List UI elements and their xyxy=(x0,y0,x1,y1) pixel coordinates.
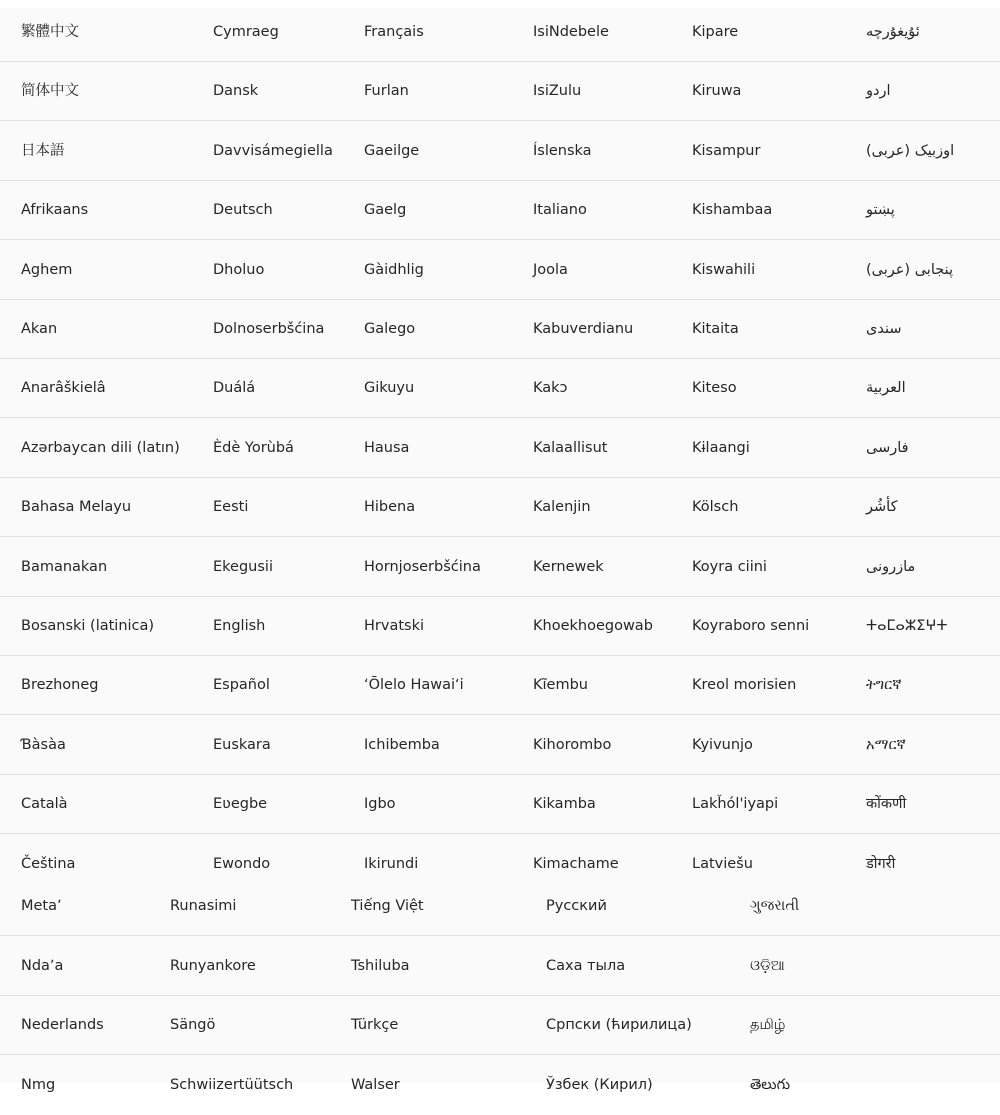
top-language-row xyxy=(0,419,1000,478)
top-language-row xyxy=(0,775,1000,834)
bottom-language-row xyxy=(0,937,1000,996)
language-option[interactable]: Kalenjin xyxy=(533,499,591,516)
language-option[interactable]: Русский xyxy=(546,898,607,914)
language-option[interactable]: Čeština xyxy=(21,855,76,872)
language-option[interactable]: Kisampur xyxy=(692,142,761,159)
language-option[interactable]: Afrikaans xyxy=(21,202,89,219)
language-option[interactable]: Brezhoneg xyxy=(21,677,99,694)
language-option[interactable]: Ўзбек (Кирил) xyxy=(546,1076,653,1093)
bottom-language-row xyxy=(0,1056,1000,1115)
language-option[interactable]: Walser xyxy=(351,1076,400,1093)
language-option[interactable]: Eesti xyxy=(213,499,249,516)
language-option[interactable]: Íslenska xyxy=(533,142,592,159)
language-option[interactable]: Kiswahili xyxy=(692,261,756,278)
language-option[interactable]: Anarâškielâ xyxy=(21,380,106,397)
language-option[interactable]: தமிழ் xyxy=(750,1017,786,1033)
language-option[interactable]: Dansk xyxy=(213,83,259,100)
top-language-row xyxy=(0,478,1000,537)
language-option[interactable]: Hausa xyxy=(364,439,410,456)
language-option[interactable]: Tshiluba xyxy=(351,957,410,974)
language-option[interactable]: Tiếng Việt xyxy=(351,898,424,914)
top-language-row xyxy=(0,538,1000,597)
language-option[interactable]: Akan xyxy=(21,321,58,337)
language-option[interactable]: Dholuo xyxy=(213,261,265,278)
language-option[interactable]: తెలుగు xyxy=(750,1076,791,1093)
language-option[interactable]: Kihorombo xyxy=(533,736,612,753)
language-option[interactable]: Aghem xyxy=(21,261,73,278)
language-option[interactable]: Lakȟól'iyapi xyxy=(692,796,779,813)
language-option[interactable]: Runyankore xyxy=(170,957,256,974)
language-option[interactable]: Kikamba xyxy=(533,796,596,813)
language-option[interactable]: ʻŌlelo Hawaiʻi xyxy=(364,677,464,694)
language-option[interactable]: Latviešu xyxy=(692,855,753,872)
language-option[interactable]: Sängö xyxy=(170,1017,216,1033)
language-option[interactable]: Kyivunjo xyxy=(692,736,753,753)
language-option[interactable]: Dolnoserbšćina xyxy=(213,321,325,337)
bottom-language-row xyxy=(0,996,1000,1055)
language-option[interactable]: Kreol morisien xyxy=(692,677,797,694)
language-option[interactable]: አማርኛ xyxy=(866,736,906,753)
language-option[interactable]: IsiZulu xyxy=(533,83,582,100)
language-option[interactable]: Hornjoserbšćina xyxy=(364,558,481,575)
language-option[interactable]: Bahasa Melayu xyxy=(21,499,132,516)
language-option[interactable]: डोगरी xyxy=(866,855,896,872)
language-option[interactable]: Español xyxy=(213,677,270,694)
language-option[interactable]: Bamanakan xyxy=(21,558,108,575)
top-language-row xyxy=(0,359,1000,418)
language-option[interactable]: Runasimi xyxy=(170,898,237,914)
language-option[interactable]: Kipare xyxy=(692,24,739,40)
language-option[interactable]: اوزبیک (عربی) xyxy=(866,142,955,159)
language-option[interactable]: Саха тыла xyxy=(546,957,626,974)
language-option[interactable]: Italiano xyxy=(533,202,587,219)
language-option[interactable]: ⵜⴰⵎⴰⵣⵉⵖⵜ xyxy=(866,618,948,634)
language-option[interactable]: Cymraeg xyxy=(213,24,279,40)
language-option[interactable]: Français xyxy=(364,24,424,40)
language-option[interactable]: Igbo xyxy=(364,796,396,813)
language-option[interactable]: Ewondo xyxy=(213,855,271,872)
language-option[interactable]: Kalaallisut xyxy=(533,439,608,456)
language-option[interactable]: پښتو xyxy=(866,202,895,219)
language-option[interactable]: 繁體中文 xyxy=(21,24,79,40)
language-option[interactable]: Hibena xyxy=(364,499,416,516)
language-option[interactable]: 日本語 xyxy=(21,142,65,159)
top-language-row xyxy=(0,300,1000,359)
top-language-row xyxy=(0,3,1000,62)
language-option[interactable]: Kitaita xyxy=(692,321,739,337)
language-option[interactable]: فارسی xyxy=(866,439,909,456)
language-option[interactable]: Kimachame xyxy=(533,855,619,872)
language-option[interactable]: Kiteso xyxy=(692,380,737,397)
language-option[interactable]: Gaelg xyxy=(364,202,407,219)
language-option[interactable]: Gaeilge xyxy=(364,142,420,159)
language-option[interactable]: Català xyxy=(21,796,68,813)
language-option[interactable]: Khoekhoegowab xyxy=(533,618,653,634)
language-option[interactable]: Joola xyxy=(533,261,568,278)
language-option[interactable]: Deutsch xyxy=(213,202,273,219)
language-option[interactable]: Gikuyu xyxy=(364,380,415,397)
language-option[interactable]: कोंकणी xyxy=(866,796,907,813)
language-option[interactable]: پنجابی (عربی) xyxy=(866,261,954,278)
language-option[interactable]: Türkçe xyxy=(351,1017,399,1033)
language-option[interactable]: Ekegusii xyxy=(213,558,273,575)
language-option[interactable]: سندی xyxy=(866,321,902,337)
language-option[interactable]: 简体中文 xyxy=(21,83,79,100)
language-option[interactable]: ଓଡ଼ିଆ xyxy=(750,957,785,974)
top-language-row xyxy=(0,716,1000,775)
language-option[interactable]: Kabuverdianu xyxy=(533,321,634,337)
language-option[interactable]: Kölsch xyxy=(692,499,739,516)
language-option[interactable]: English xyxy=(213,618,266,634)
language-grid-bottom xyxy=(0,877,1000,1093)
language-option[interactable]: مازرونی xyxy=(866,558,916,575)
language-option[interactable]: Euskara xyxy=(213,736,271,753)
language-option[interactable]: Kĩembu xyxy=(533,677,588,694)
language-option[interactable]: Nederlands xyxy=(21,1017,104,1033)
language-option[interactable]: Galego xyxy=(364,321,416,337)
language-option[interactable]: Azərbaycan dili (latın) xyxy=(21,439,180,456)
language-option[interactable]: Kishambaa xyxy=(692,202,773,219)
language-option[interactable]: Furlan xyxy=(364,83,409,100)
top-language-row xyxy=(0,597,1000,656)
language-option[interactable]: Èdè Yorùbá xyxy=(213,439,294,456)
language-option[interactable]: Ichibemba xyxy=(364,736,440,753)
language-option[interactable]: Gàidhlig xyxy=(364,261,424,278)
top-language-row xyxy=(0,62,1000,121)
top-language-row xyxy=(0,241,1000,300)
language-option[interactable]: اردو xyxy=(866,83,891,100)
language-option[interactable]: Kiruwa xyxy=(692,83,742,100)
language-option[interactable]: Ɓàsàa xyxy=(21,736,66,753)
language-option[interactable]: Duálá xyxy=(213,380,256,397)
language-option[interactable]: Српски (ћирилица) xyxy=(546,1017,692,1033)
language-option[interactable]: کأشُر xyxy=(866,499,898,516)
language-option[interactable]: Hrvatski xyxy=(364,618,424,634)
language-option[interactable]: Schwiizertüütsch xyxy=(170,1076,294,1093)
language-option[interactable]: Kɨlaangi xyxy=(692,439,750,456)
language-option[interactable]: Metaʼ xyxy=(21,898,62,914)
language-option[interactable]: ગુજરાતી xyxy=(750,898,800,914)
top-language-row xyxy=(0,181,1000,240)
language-option[interactable]: العربية xyxy=(866,380,906,397)
language-option[interactable]: Kakɔ xyxy=(533,380,568,397)
language-option[interactable]: Ikirundi xyxy=(364,855,419,872)
language-option[interactable]: IsiNdebele xyxy=(533,24,609,40)
bottom-language-row xyxy=(0,877,1000,936)
language-option[interactable]: Koyraboro senni xyxy=(692,618,810,634)
language-option[interactable]: ትግርኛ xyxy=(866,677,902,694)
language-option[interactable]: ئۇيغۇرچە xyxy=(866,24,920,40)
language-option[interactable]: Kernewek xyxy=(533,558,604,575)
top-language-row xyxy=(0,122,1000,181)
language-option[interactable]: Bosanski (latinica) xyxy=(21,618,155,634)
language-option[interactable]: Nmg xyxy=(21,1076,56,1093)
language-option[interactable]: Koyra ciini xyxy=(692,558,767,575)
language-option[interactable]: Davvisámegiella xyxy=(213,142,333,159)
language-option[interactable]: Eʋegbe xyxy=(213,796,268,813)
language-option[interactable]: Ndaʼa xyxy=(21,957,64,974)
top-language-row xyxy=(0,656,1000,715)
